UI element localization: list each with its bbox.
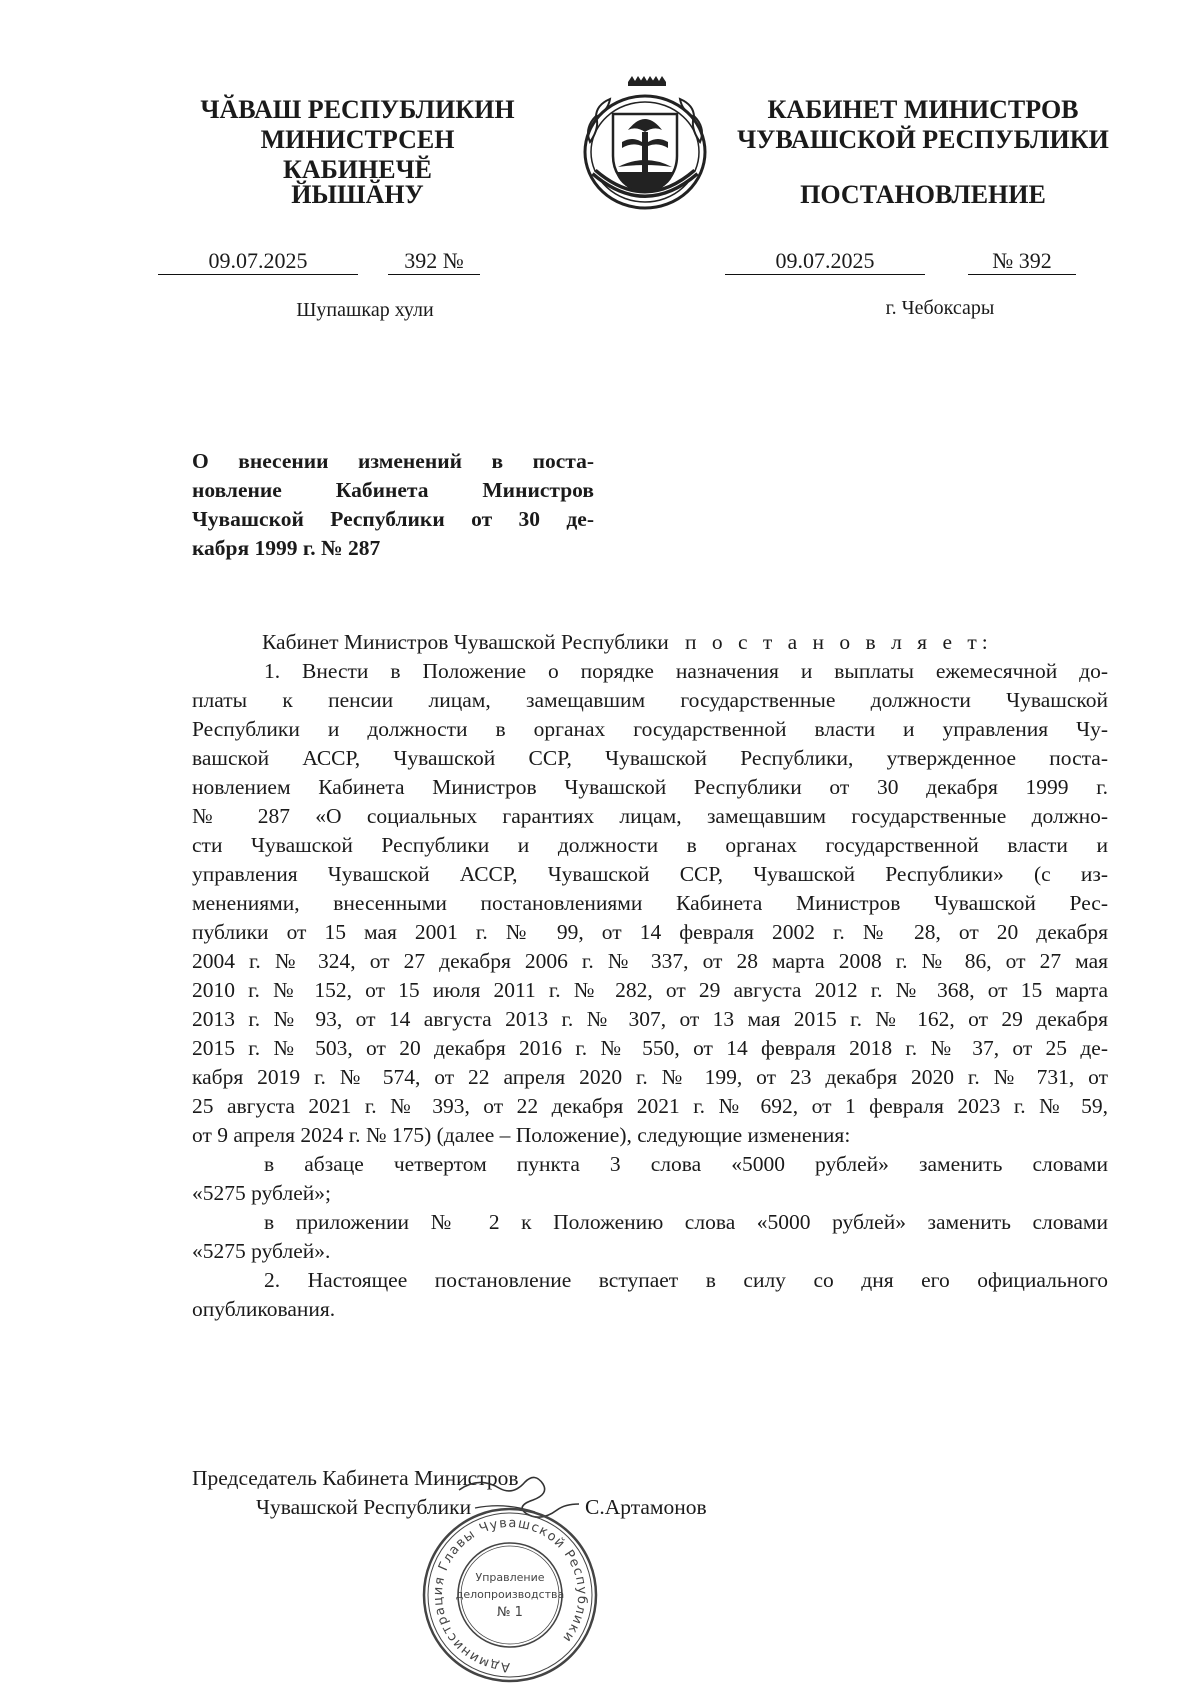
body-line: Республики и должности в органах государственной власти и управления Чу-: [192, 717, 1108, 741]
official-stamp-icon: [398, 1503, 623, 1688]
left-date-field: 09.07.2025: [158, 248, 358, 275]
body-line: № 287 «О социальных гарантиях лицам, замещавшим государственные должно-: [192, 804, 1108, 828]
header-left-title-line1: ЧӐВАШ РЕСПУБЛИКИН: [200, 95, 515, 124]
signature-position-line2: Чувашской Республики: [256, 1495, 472, 1519]
subject-line: Чувашской Республики от 30 де-: [192, 507, 594, 531]
subject-line: О внесении изменений в поста-: [192, 449, 594, 473]
header-left-title: [185, 95, 530, 185]
body-line: управления Чувашской АССР, Чувашской ССР, Чувашской Республики» (с из-: [192, 862, 1108, 886]
right-date-field: 09.07.2025: [725, 248, 925, 275]
body-line: 2004 г. № 324, от 27 декабря 2006 г. № 337, от 28 марта 2008 г. № 86, от 27 мая: [192, 949, 1108, 973]
body-line: опубликования.: [192, 1297, 336, 1321]
body-line: в абзаце четвертом пункта 3 слова «5000 рублей» заменить словами: [264, 1152, 1108, 1176]
header-right-title: [728, 95, 1118, 155]
body-line: от 9 апреля 2024 г. № 175) (далее – Положение), следующие изменения:: [192, 1123, 851, 1147]
body-line: платы к пенсии лицам, замещавшим государственные должности Чувашской: [192, 688, 1108, 712]
stamp-center-line3: № 1: [497, 1605, 523, 1620]
right-number-field: № 392: [968, 248, 1076, 275]
document-subject: [192, 447, 594, 563]
stamp-center-line2: делопроизводства: [455, 1588, 565, 1601]
body-line: вашской АССР, Чувашской ССР, Чувашской Республики, утвержденное поста-: [192, 746, 1108, 770]
body-line: 1. Внести в Положение о порядке назначения и выплаты ежемесячной до-: [264, 659, 1108, 683]
body-line: «5275 рублей»;: [192, 1181, 331, 1205]
body-line: 2. Настоящее постановление вступает в силу со дня его официального: [264, 1268, 1108, 1292]
document-body: [192, 628, 1108, 1324]
header-right-title-line1: КАБИНЕТ МИНИСТРОВ: [767, 95, 1079, 124]
stamp-ring-text: Администрация Главы Чувашской Республики: [430, 1515, 590, 1675]
body-line: «5275 рублей».: [192, 1239, 331, 1263]
body-line: новлением Кабинета Министров Чувашской Республики от 30 декабря 1999 г.: [192, 775, 1108, 799]
intro-prefix: Кабинет Министров Чувашской Республики: [262, 630, 669, 654]
header-left-title-line2: МИНИСТРСЕН КАБИНЕЧӖ: [260, 125, 455, 184]
intro-verb: п о с т а н о в л я е т:: [684, 630, 993, 654]
body-line: кабря 2019 г. № 574, от 22 апреля 2020 г. № 199, от 23 декабря 2020 г. № 731, от: [192, 1065, 1108, 1089]
left-number-field: 392 №: [388, 248, 480, 275]
signature-position-line1: Председатель Кабинета Министров: [192, 1466, 519, 1490]
body-line: сти Чувашской Республики и должности в органах государственной власти и: [192, 833, 1108, 857]
body-line: 2013 г. № 93, от 14 августа 2013 г. № 307, от 13 мая 2015 г. № 162, от 29 декабря: [192, 1007, 1108, 1031]
right-place: г. Чебоксары: [885, 297, 995, 319]
header-right-title-line2: ЧУВАШСКОЙ РЕСПУБЛИКИ: [737, 125, 1109, 154]
body-line: в приложении № 2 к Положению слова «5000 рублей» заменить словами: [264, 1210, 1108, 1234]
header-right-doc-type: ПОСТАНОВЛЕНИЕ: [800, 180, 1046, 209]
body-line: менениями, внесенными постановлениями Кабинета Министров Чувашской Рес-: [192, 891, 1108, 915]
body-line: 25 августа 2021 г. № 393, от 22 декабря 2021 г. № 692, от 1 февраля 2023 г. № 59,: [192, 1094, 1108, 1118]
left-place: Шупашкар хули: [296, 299, 434, 321]
body-line: публики от 15 мая 2001 г. № 99, от 14 февраля 2002 г. № 28, от 20 декабря: [192, 920, 1108, 944]
body-line: 2010 г. № 152, от 15 июля 2011 г. № 282, от 29 августа 2012 г. № 368, от 15 марта: [192, 978, 1108, 1002]
stamp-center-line1: Управление: [475, 1571, 545, 1584]
header-left-doc-type: ЙЫШӐНУ: [291, 180, 424, 209]
signature-name: С.Артамонов: [585, 1495, 707, 1519]
body-line: 2015 г. № 503, от 20 декабря 2016 г. № 550, от 14 февраля 2018 г. № 37, от 25 де-: [192, 1036, 1108, 1060]
subject-line: кабря 1999 г. № 287: [192, 536, 381, 560]
subject-line: новление Кабинета Министров: [192, 478, 594, 502]
body-intro: [192, 628, 1108, 657]
chuvash-emblem-icon: [578, 72, 712, 212]
